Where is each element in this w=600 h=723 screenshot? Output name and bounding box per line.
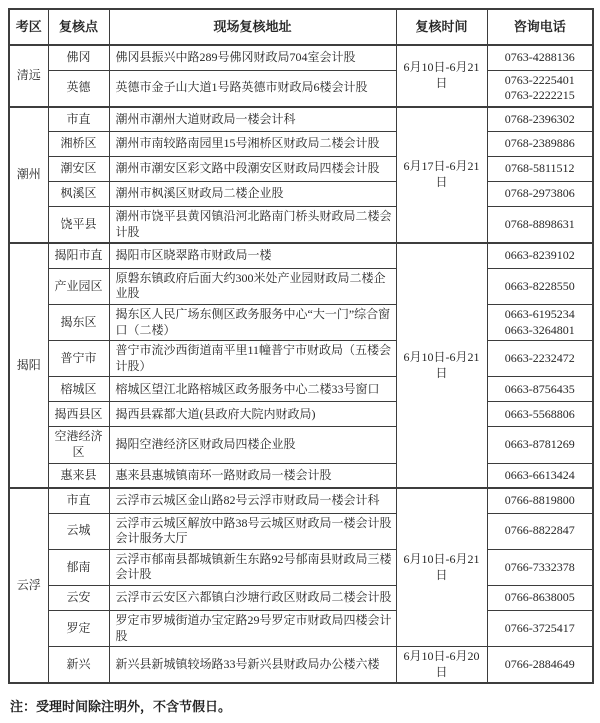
phone-cell (487, 132, 593, 157)
table-row (9, 268, 593, 304)
table-row (9, 182, 593, 207)
table-row (9, 611, 593, 647)
address-cell: 云浮市云城区金山路82号云浮市财政局一楼会计科 (109, 488, 396, 513)
phone-cell (487, 427, 593, 463)
phone-number: 0766-8638005 (504, 590, 575, 605)
point-cell: 市直 (48, 107, 109, 132)
table-row (9, 132, 593, 157)
phone-cell (487, 513, 593, 549)
address-cell: 揭西县霖都大道(县政府大院内财政局) (109, 402, 396, 427)
address-cell: 云浮市云安区六都镇白沙塘行政区财政局二楼会计股 (109, 586, 396, 611)
col-header-exam-area: 考区 (9, 9, 48, 45)
time-cell: 6月10日-6月20日 (396, 647, 487, 684)
table-row (9, 207, 593, 244)
address-cell: 揭东区人民广场东侧区政务服务中心“大一门”综合窗口（二楼） (109, 305, 396, 341)
review-sites-table (8, 8, 594, 684)
phone-cell (487, 305, 593, 341)
point-cell: 空港经济区 (48, 427, 109, 463)
table-row (9, 70, 593, 107)
point-cell: 惠来县 (48, 463, 109, 488)
phone-cell (487, 157, 593, 182)
phone-number: 0663-8756435 (504, 381, 575, 396)
phone-number: 0766-8822847 (504, 523, 575, 538)
phone-cell (487, 586, 593, 611)
address-cell: 潮州市枫溪区财政局二楼企业股 (109, 182, 396, 207)
table-row (9, 647, 593, 684)
point-cell: 湘桥区 (48, 132, 109, 157)
point-cell: 市直 (48, 488, 109, 513)
point-cell: 英德 (48, 70, 109, 107)
address-cell: 潮州市南较路南园里15号湘桥区财政局二楼会计股 (109, 132, 396, 157)
phone-cell (487, 647, 593, 684)
address-cell: 潮州市潮安区彩文路中段潮安区财政局四楼会计股 (109, 157, 396, 182)
point-cell: 普宁市 (48, 341, 109, 377)
address-cell: 云浮市云城区解放中路38号云城区财政局一楼会计股会计服务大厅 (109, 513, 396, 549)
phone-number: 0768-2389886 (504, 136, 575, 151)
point-cell: 佛冈 (48, 45, 109, 70)
phone-number: 0663-2232472 (504, 351, 575, 366)
point-cell: 榕城区 (48, 377, 109, 402)
table-row (9, 549, 593, 585)
table-row (9, 488, 593, 513)
address-cell: 揭阳市区晓翠路市财政局一楼 (109, 243, 396, 268)
point-cell: 揭阳市直 (48, 243, 109, 268)
footnote: 注：受理时间除注明外，不含节假日。 (10, 699, 232, 715)
table-row (9, 243, 593, 268)
phone-number: 0663-3264801 (504, 322, 575, 337)
point-cell: 揭西县区 (48, 402, 109, 427)
table-row (9, 513, 593, 549)
phone-number: 0663-6195234 (504, 307, 575, 322)
address-cell: 潮州市潮州大道财政局一楼会计科 (109, 107, 396, 132)
region-cell-jieyang: 揭阳 (9, 243, 48, 488)
phone-number: 0768-5811512 (504, 161, 575, 176)
col-header-review-time: 复核时间 (396, 9, 487, 45)
col-header-phone: 咨询电话 (487, 9, 593, 45)
phone-number: 0768-2396302 (504, 111, 575, 126)
table-row (9, 157, 593, 182)
phone-cell (487, 488, 593, 513)
phone-number: 0663-8239102 (504, 248, 575, 263)
phone-number: 0663-5568806 (504, 406, 575, 421)
time-cell: 6月10日-6月21日 (396, 488, 487, 647)
phone-cell (487, 402, 593, 427)
point-cell: 饶平县 (48, 207, 109, 244)
time-cell: 6月10日-6月21日 (396, 45, 487, 107)
phone-number: 0766-8819800 (504, 493, 575, 508)
phone-cell (487, 341, 593, 377)
phone-number: 0763-4288136 (504, 49, 575, 64)
point-cell: 郁南 (48, 549, 109, 585)
table-row (9, 427, 593, 463)
phone-cell (487, 463, 593, 488)
phone-cell (487, 207, 593, 244)
phone-cell (487, 70, 593, 107)
phone-cell (487, 182, 593, 207)
address-cell: 潮州市饶平县黄冈镇沿河北路南门桥头财政局二楼会计股 (109, 207, 396, 244)
phone-cell (487, 268, 593, 304)
address-cell: 英德市金子山大道1号路英德市财政局6楼会计股 (109, 70, 396, 107)
address-cell: 普宁市流沙西街道南平里11幢普宁市财政局（五楼会计股） (109, 341, 396, 377)
point-cell: 云城 (48, 513, 109, 549)
address-cell: 云浮市郁南县都城镇新生东路92号郁南县财政局三楼会计股 (109, 549, 396, 585)
phone-cell (487, 377, 593, 402)
address-cell: 罗定市罗城街道办宝定路29号罗定市财政局四楼会计股 (109, 611, 396, 647)
phone-number: 0768-8898631 (504, 216, 575, 231)
phone-number: 0663-8228550 (504, 278, 575, 293)
table-row (9, 377, 593, 402)
address-cell: 原磐东镇政府后面大约300米处产业园财政局二楼企业股 (109, 268, 396, 304)
point-cell: 新兴 (48, 647, 109, 684)
phone-number: 0763-2222215 (504, 88, 575, 103)
table-row (9, 305, 593, 341)
time-cell: 6月17日-6月21日 (396, 107, 487, 244)
table-row (9, 107, 593, 132)
col-header-address: 现场复核地址 (109, 9, 396, 45)
phone-number: 0763-2225401 (504, 72, 575, 87)
phone-cell (487, 549, 593, 585)
table-row (9, 586, 593, 611)
region-cell-qingyuan: 清远 (9, 45, 48, 107)
phone-cell (487, 611, 593, 647)
point-cell: 云安 (48, 586, 109, 611)
table-row (9, 341, 593, 377)
phone-cell (487, 107, 593, 132)
table-row (9, 463, 593, 488)
region-cell-chaozhou: 潮州 (9, 107, 48, 244)
phone-number: 0768-2973806 (504, 186, 575, 201)
phone-number: 0663-6613424 (504, 467, 575, 482)
col-header-review-point: 复核点 (48, 9, 109, 45)
phone-number: 0766-7332378 (504, 559, 575, 574)
point-cell: 枫溪区 (48, 182, 109, 207)
phone-cell (487, 45, 593, 70)
table-row (9, 45, 593, 70)
address-cell: 新兴县新城镇较场路33号新兴县财政局办公楼六楼 (109, 647, 396, 684)
table-row (9, 402, 593, 427)
address-cell: 揭阳空港经济区财政局四楼企业股 (109, 427, 396, 463)
phone-number: 0663-8781269 (504, 437, 575, 452)
point-cell: 罗定 (48, 611, 109, 647)
address-cell: 榕城区望江北路榕城区政务服务中心二楼33号窗口 (109, 377, 396, 402)
point-cell: 揭东区 (48, 305, 109, 341)
address-cell: 惠来县惠城镇南环一路财政局一楼会计股 (109, 463, 396, 488)
region-cell-yunfu: 云浮 (9, 488, 48, 683)
time-cell: 6月10日-6月21日 (396, 243, 487, 488)
point-cell: 产业园区 (48, 268, 109, 304)
address-cell: 佛冈县振兴中路289号佛冈财政局704室会计股 (109, 45, 396, 70)
header-row (9, 9, 593, 45)
point-cell: 潮安区 (48, 157, 109, 182)
phone-number: 0766-2884649 (504, 656, 575, 671)
phone-number: 0766-3725417 (504, 620, 575, 635)
phone-cell (487, 243, 593, 268)
